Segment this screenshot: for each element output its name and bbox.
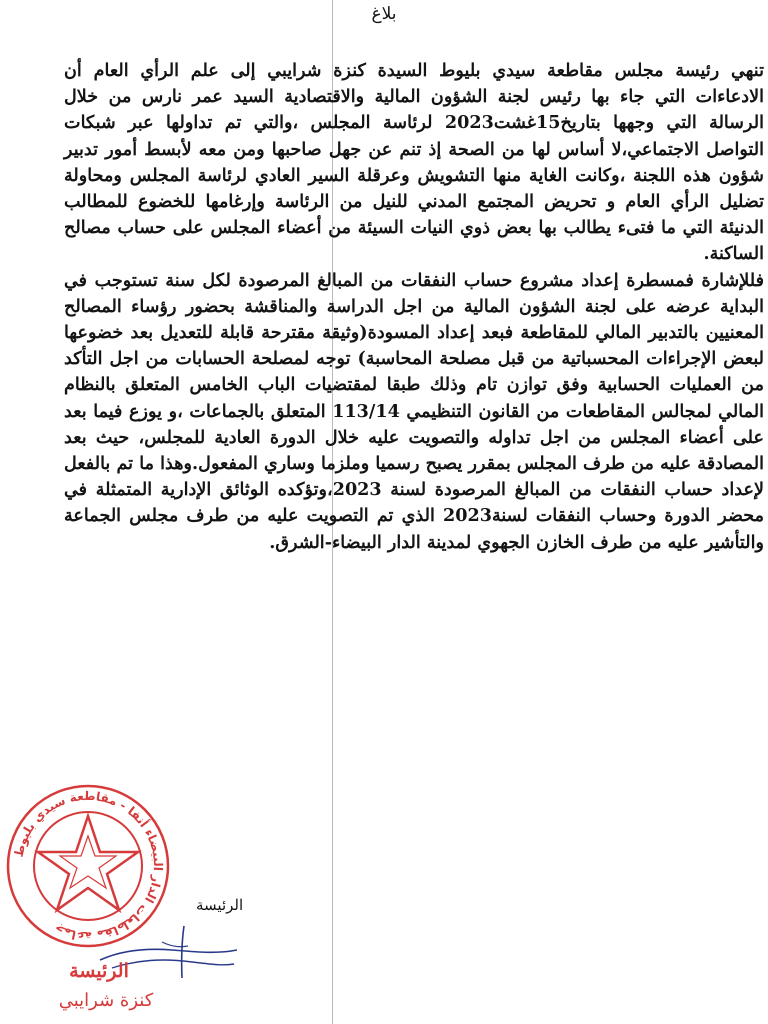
stamp-title: الرئيسة [69,960,129,982]
stamp-ring-text: جماعة مقاطعات الدار البيضاء أنفا - مقاطعة سيدي بليوط [11,788,166,944]
stamp-signatory-name: كنزة شرايبي [58,990,154,1011]
document-title: بلاغ [371,4,397,24]
star-emblem-icon [38,816,138,910]
signatory-label: الرئيسة [196,896,244,914]
paragraph-statement: تنهي رئيسة مجلس مقاطعة سيدي بليوط السيدة كنزة شرايبي إلى علم الرأي العام أن الادعاءات التي جاء بها رئيس لجنة الشؤون المالية والاقتصادية السيد عمر نارس من خلال الرسالة التي وجهها بتاريخ15غشت2023 لرئاسة المجلس ،والتي تم تداولها عبر شبكات التواصل الاجتماعي،لا أساس لها من الصحة إذ تنم عن جهل صاحبها ومن معه لأبسط أمور تدبير شؤون هذه اللجنة ،وكانت الغاية منها التشويش وعرقلة السير العادي لرئاسة المجلس ومحاولة تضليل الرأي العام و تحريض المجتمع المدني للنيل من الرئاسة وإرغامها للخضوع للمطالب الدنيئة التي ما فتىء يطالب بها بعض ذوي النيات السيئة من أعضاء المجلس على حساب مصالح الساكنة. [64,60,764,265]
paragraph-procedure: فللإشارة فمسطرة إعداد مشروع حساب النفقات من المبالغ المرصودة لكل سنة تستوجب في البداية عرضه على لجنة الشؤون المالية من اجل الدراسة والمناقشة بحضور رؤساء المصالح المعنيين بالتدبير المالي للمقاطعة فبعد إعداد المسودة(وثيقة مقترحة قابلة للتعديل بعد خضوعها لبعض الإجراءات المحسباتية من قبل مصلحة المحاسبة) توجه لمصلحة الحسابات من اجل التأكد من العمليات الحسابية وفق توازن تام وذلك طبقا لمقتضيات الباب الخامس المتعلق بالنظام المالي لمجالس المقاطعات من القانون التنظيمي 113/14 المتعلق بالجماعات ،و يوزع فيما بعد على أعضاء المجلس من اجل تداوله والتصويت عليه خلال الدورة العادية للمجلس، حيث بعد المصادقة عليه من طرف المجلس بمقرر يصبح رسميا وملزما وساري المفعول.وهذا ما تم بالفعل لإعداد حساب النفقات من المبالغ المرصودة لسنة 2023،وتؤكده الوثائق الإدارية المتمثلة في محضر الدورة وحساب النفقات لسنة2023 الذي تم التصويت عليه من طرف مجلس الجماعة والتأشير عليه من طرف الخازن الجهوي لمدينة الدار البيضاء-الشرق. [64,269,764,553]
document-body [64,58,764,556]
